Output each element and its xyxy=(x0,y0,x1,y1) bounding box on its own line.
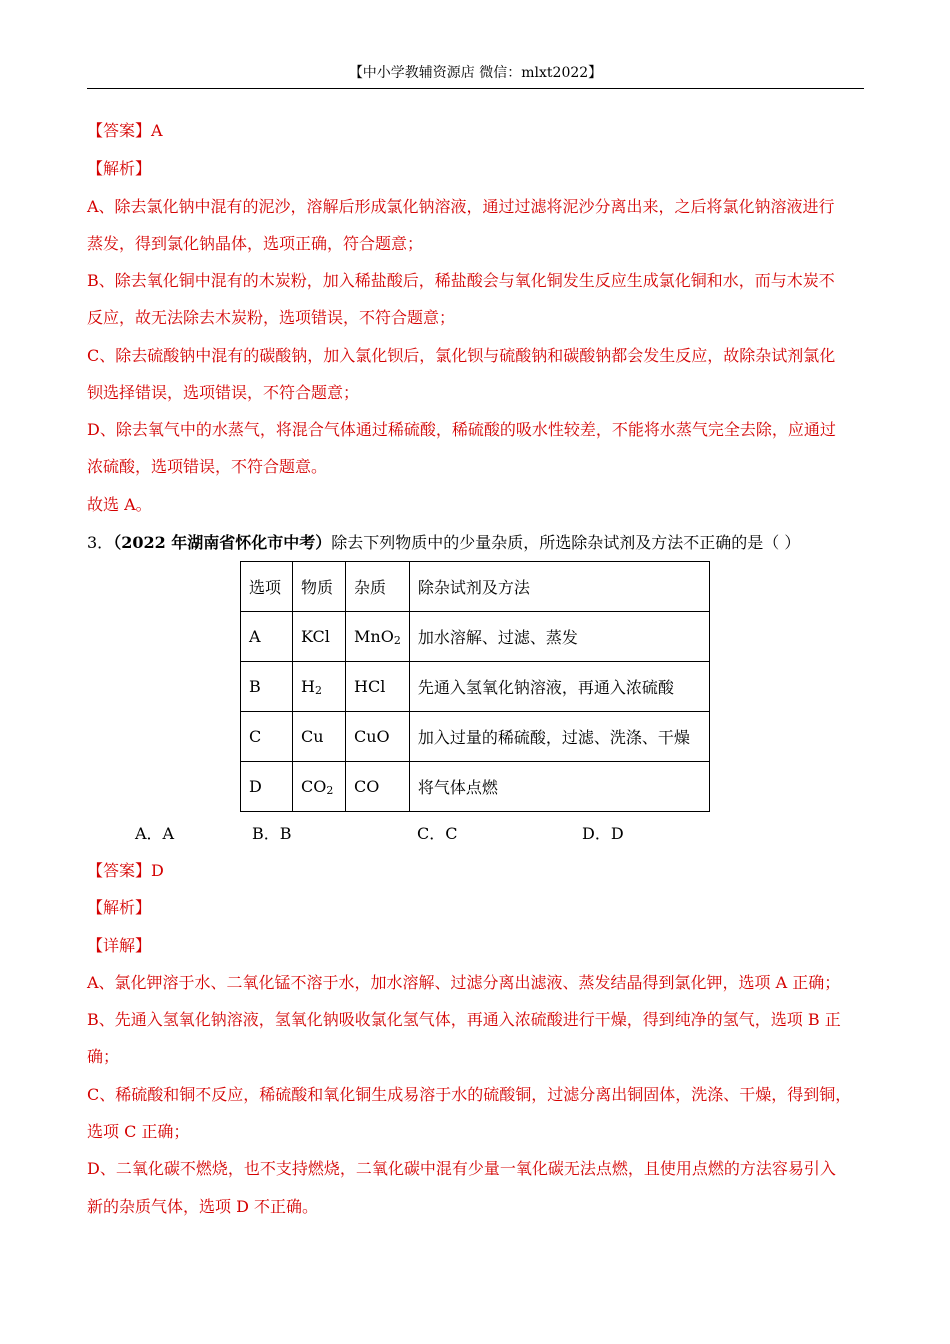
prev-analysis-line: 钡选择错误，选项错误，不符合题意； xyxy=(87,383,360,402)
question-number: 3． xyxy=(87,533,114,552)
substance-cell: $CO_2$ xyxy=(293,762,346,812)
table-row xyxy=(241,612,710,662)
prev-analysis-line: C、除去硫酸钠中混有的碳酸钠，加入氯化钡后，氯化钡与硫酸钠和碳酸钠都会发生反应，故除杂试剂氯化 xyxy=(87,346,836,365)
impurity-cell: HCl xyxy=(346,662,410,712)
prev-analysis-line: 蒸发，得到氯化钠晶体，选项正确，符合题意； xyxy=(87,234,424,253)
prev-answer: 【答案】A xyxy=(87,121,163,140)
solution-answer: 【答案】D xyxy=(87,861,164,880)
prev-analysis-line: D、除去氧气中的水蒸气，将混合气体通过稀硫酸，稀硫酸的吸水性较差，不能将水蒸气完全去除，应通过 xyxy=(87,420,836,439)
method-cell: 加水溶解、过滤、蒸发 xyxy=(409,612,709,662)
option-cell: A xyxy=(241,612,293,662)
solution-line: B、先通入氢氧化钠溶液，氢氧化钠吸收氯化氢气体，再通入浓硫酸进行干燥，得到纯净的氢气，选项 B 正 xyxy=(87,1010,841,1029)
prev-analysis-line: 反应，故无法除去木炭粉，选项错误，不符合题意； xyxy=(87,308,456,327)
substance-cell: KCl xyxy=(293,612,346,662)
question-stem-line xyxy=(87,531,800,555)
header-cell: 除杂试剂及方法 xyxy=(409,562,709,612)
choice-c: C．C xyxy=(417,824,458,843)
choice-d: D．D xyxy=(582,824,624,843)
method-cell: 加入过量的稀硫酸，过滤、洗涤、干燥 xyxy=(409,712,709,762)
prev-conclusion: 故选 A。 xyxy=(87,495,152,514)
solution-line: 新的杂质气体，选项 D 不正确。 xyxy=(87,1197,319,1216)
choice-b: B．B xyxy=(252,824,292,843)
prev-analysis-line: 浓硫酸，选项错误，不符合题意。 xyxy=(87,457,328,476)
choice-a: A．A xyxy=(135,824,175,843)
header-cell: 选项 xyxy=(241,562,293,612)
solution-line: C、稀硫酸和铜不反应，稀硫酸和氧化铜生成易溶于水的硫酸铜，过滤分离出铜固体，洗涤、干燥，得到铜， xyxy=(87,1085,852,1104)
option-cell: C xyxy=(241,712,293,762)
impurity-cell: CuO xyxy=(346,712,410,762)
question-stem: 除去下列物质中的少量杂质，所选除杂试剂及方法不正确的是（ ） xyxy=(331,533,801,552)
table-row xyxy=(241,712,710,762)
prev-analysis-title: 【解析】 xyxy=(87,159,152,178)
header-divider xyxy=(87,88,864,89)
solution-analysis-title: 【解析】 xyxy=(87,898,152,917)
method-cell: 将气体点燃 xyxy=(409,762,709,812)
question-table xyxy=(240,561,710,812)
question-source: （2022 年湖南省怀化市中考） xyxy=(113,533,332,552)
table-row xyxy=(241,662,710,712)
header-cell: 物质 xyxy=(293,562,346,612)
method-cell: 先通入氢氧化钠溶液，再通入浓硫酸 xyxy=(409,662,709,712)
impurity-cell: MnO$_2$ xyxy=(346,612,410,662)
solution-detail-title: 【详解】 xyxy=(87,936,152,955)
solution-line: A、氯化钾溶于水、二氧化锰不溶于水，加水溶解、过滤分离出滤液、蒸发结晶得到氯化钾，选项 A 正确； xyxy=(87,973,841,992)
solution-line: 选项 C 正确； xyxy=(87,1122,190,1141)
impurity-cell: CO xyxy=(346,762,410,812)
substance-cell: $H_2$ xyxy=(293,662,346,712)
solution-line: D、二氧化碳不燃烧，也不支持燃烧，二氧化碳中混有少量一氧化碳无法点燃，且使用点燃的方法容易引入 xyxy=(87,1159,836,1178)
prev-analysis-line: A、除去氯化钠中混有的泥沙，溶解后形成氯化钠溶液，通过过滤将泥沙分离出来，之后将氯化钠溶液进行 xyxy=(87,197,835,216)
substance-cell: Cu xyxy=(293,712,346,762)
table-header-row xyxy=(241,562,710,612)
prev-analysis-line: B、除去氧化铜中混有的木炭粉，加入稀盐酸后，稀盐酸会与氧化铜发生反应生成氯化铜和水，而与木炭不 xyxy=(87,271,835,290)
table-row xyxy=(241,762,710,812)
page-header: 【中小学教辅资源店 微信：mlxt2022】 xyxy=(348,65,603,81)
solution-line: 确； xyxy=(87,1047,120,1066)
option-cell: B xyxy=(241,662,293,712)
option-cell: D xyxy=(241,762,293,812)
header-cell: 杂质 xyxy=(346,562,410,612)
